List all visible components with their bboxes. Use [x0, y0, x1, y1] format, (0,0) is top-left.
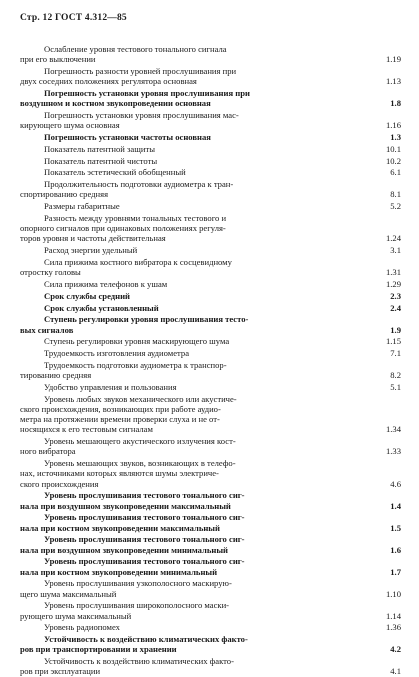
entry-text-line: нала при костном звукопроведении минимальный [20, 566, 218, 577]
entry-text-line: ров при транспортировании и хранении [20, 644, 177, 655]
entry-paragraph-number: 1.6 [390, 544, 401, 555]
entry-text-line: нала при костном звукопроведении максимальный [20, 522, 220, 533]
index-entry [0, 291, 419, 301]
entry-paragraph-number: 8.1 [390, 189, 401, 200]
entry-paragraph-number: 1.3 [390, 132, 401, 142]
entry-text-line: щего шума максимальный [20, 588, 117, 599]
index-entry [0, 44, 419, 64]
index-entry [0, 600, 419, 620]
entry-text-line: Уровень любых звуков механического или акустиче- [44, 393, 237, 404]
entry-text-line: двух соседних положениях регулятора основная [20, 76, 197, 87]
entry-paragraph-number: 4.2 [390, 644, 401, 655]
entry-text-line: опорного сигналов при одинаковых положениях регуля- [20, 223, 226, 234]
index-entry [0, 512, 419, 532]
entry-paragraph-number: 1.4 [390, 500, 401, 511]
entry-text-line: Расход энергии удельный [44, 245, 138, 256]
entry-paragraph-number: 5.1 [390, 382, 401, 392]
index-entry [0, 201, 419, 211]
entry-paragraph-number: 1.7 [390, 566, 401, 577]
entry-paragraph-number: 3.1 [390, 245, 401, 256]
index-entry [0, 458, 419, 489]
entry-text-line: ров при эксплуатации [20, 666, 101, 677]
entry-text-line: Ослабление уровня тестового тонального сигнала [44, 44, 227, 54]
entry-paragraph-number: 10.1 [385, 143, 401, 154]
index-entry [0, 336, 419, 346]
index-entry [0, 132, 419, 142]
entry-paragraph-number: 4.1 [390, 666, 401, 677]
index-entry [0, 394, 419, 435]
entry-text-line: Уровень прослушивания тестового тонального сиг- [44, 490, 245, 501]
entry-text-line: Ступень регулировки уровня маскирующего шума [44, 336, 230, 347]
entry-text-line: воздушном и костном звукопроведении основная [20, 98, 211, 109]
index-entry [0, 257, 419, 277]
entry-paragraph-number: 10.2 [385, 155, 401, 166]
entry-text-line: Сила прижима телефонов к ушам [44, 279, 168, 289]
entry-text-line: ского происхождения, возникающих при работе аудио- [20, 403, 221, 414]
entry-text-line: Устойчивость к воздействию климатических факто- [44, 656, 234, 667]
index-entry [0, 490, 419, 510]
entry-paragraph-number: 1.34 [385, 424, 401, 435]
entry-text-line: Уровень прослушивания тестового тонального сиг- [44, 534, 245, 545]
entry-paragraph-number: 2.3 [390, 290, 401, 301]
entry-paragraph-number: 8.2 [390, 370, 401, 381]
index-entry [0, 534, 419, 554]
entry-paragraph-number: 1.24 [385, 233, 401, 244]
index-entry [0, 314, 419, 334]
entry-paragraph-number: 6.1 [390, 167, 401, 178]
entry-paragraph-number: 1.16 [385, 120, 401, 131]
entry-text-line: Погрешность установки уровня прослушивания при [44, 88, 250, 98]
entry-text-line: вых сигналов [20, 324, 74, 335]
entry-text-line: Уровень прослушивания тестового тонального сиг- [44, 512, 245, 523]
entry-text-line: Трудоемкость изготовления аудиометра [44, 348, 190, 359]
entry-paragraph-number: 1.10 [385, 588, 401, 599]
entry-text-line: отростку головы [20, 267, 81, 278]
entry-text-line: рующего шума максимальный [20, 610, 132, 621]
index-entry [0, 167, 419, 177]
entry-text-line: Уровень прослушивания широкополосного маски- [44, 600, 230, 611]
index-entry [0, 66, 419, 86]
index-entry [0, 245, 419, 255]
entry-paragraph-number: 7.1 [390, 348, 401, 359]
entry-text-line: нала при воздушном звукопроведении минимальный [20, 544, 228, 555]
index-entry [0, 88, 419, 108]
entry-text-line: при его выключении [20, 54, 96, 65]
entry-text-line: нала при воздушном звукопроведении максимальный [20, 500, 231, 511]
entry-text-line: Уровень прослушивания узкополосного маскирую- [44, 578, 232, 589]
entry-text-line: Разность между уровнями тональных тестового и [44, 213, 227, 223]
entry-paragraph-number: 1.29 [385, 279, 401, 289]
entry-text-line: Продолжительность подготовки аудиометра к тран- [44, 179, 234, 190]
entry-paragraph-number: 1.8 [390, 98, 401, 109]
entry-paragraph-number: 4.6 [390, 478, 401, 489]
entry-paragraph-number: 5.2 [390, 201, 401, 212]
entry-text-line: Погрешность разности уровней прослушивания при [44, 66, 237, 76]
index-entry [0, 382, 419, 392]
index-entry [0, 556, 419, 576]
entry-paragraph-number: 2.4 [390, 302, 401, 313]
entry-paragraph-number: 1.9 [390, 324, 401, 335]
entry-text-line: кирующего шума основная [20, 120, 120, 131]
index-entry [0, 303, 419, 313]
entry-paragraph-number: 1.19 [385, 54, 401, 65]
index-entry [0, 436, 419, 456]
index-entry [0, 656, 419, 676]
index-entry [0, 360, 419, 380]
entry-text-line: торов уровня и частоты действительная [20, 233, 166, 244]
entry-paragraph-number: 1.31 [385, 267, 401, 278]
page-header: Стр. 12 ГОСТ 4.312—85 [20, 13, 127, 23]
entry-text-line: Удобство управления и пользования [44, 382, 177, 392]
entry-text-line: Уровень прослушивания тестового тонального сиг- [44, 556, 245, 567]
index-entry [0, 110, 419, 130]
entry-text-line: ного вибратора [20, 446, 76, 457]
entry-text-line: Погрешность установки частоты основная [44, 132, 211, 142]
index-entry [0, 156, 419, 166]
index-entry [0, 634, 419, 654]
entry-paragraph-number: 1.14 [385, 610, 401, 621]
entry-text-line: Уровень мешающих звуков, возникающих в телефо- [44, 458, 236, 469]
entry-text-line: Уровень мешающего акустического излучения кост- [44, 436, 236, 447]
entry-text-line: Трудоемкость подготовки аудиометра к транспор- [44, 360, 227, 370]
entry-text-line: Ступень регулировки уровня прослушивания тесто- [44, 314, 249, 325]
entry-text-line: Срок службы средний [44, 290, 130, 301]
entry-text-line: Сила прижима костного вибратора к сосцевидному [44, 257, 232, 267]
index-entry [0, 622, 419, 632]
entry-text-line: Показатель патентной чистоты [44, 155, 158, 166]
entry-text-line: Погрешность установки уровня прослушивания мас- [44, 110, 239, 120]
index-entry [0, 279, 419, 289]
entry-paragraph-number: 1.33 [385, 446, 401, 457]
entry-text-line: нах, источниками которых являются шумы электриче- [20, 468, 219, 479]
entry-text-line: метра на протяжении времени проверки слуха и не от- [20, 414, 220, 425]
index-entry [0, 213, 419, 244]
entry-text-line: Размеры габаритные [44, 201, 120, 212]
entry-paragraph-number: 1.15 [385, 336, 401, 347]
entry-text-line: Срок службы установленный [44, 302, 159, 313]
entry-text-line: Уровень радиопомех [44, 622, 120, 633]
index-entry [0, 179, 419, 199]
index-entry [0, 144, 419, 154]
entry-paragraph-number: 1.36 [385, 622, 401, 633]
index-entry [0, 348, 419, 358]
entry-text-line: Показатель патентной защиты [44, 143, 155, 154]
index-entry [0, 578, 419, 598]
entry-text-line: тированию средняя [20, 370, 92, 381]
entry-text-line: ского происхождения [20, 478, 99, 489]
entry-paragraph-number: 1.13 [385, 76, 401, 87]
entry-paragraph-number: 1.5 [390, 522, 401, 533]
entry-text-line: Показатель эстетический обобщенный [44, 167, 186, 178]
entry-text-line: носящихся к его тестовым сигналам [20, 424, 153, 435]
entry-text-line: спортированию средняя [20, 189, 109, 200]
entry-text-line: Устойчивость к воздействию климатических факто- [44, 634, 248, 645]
